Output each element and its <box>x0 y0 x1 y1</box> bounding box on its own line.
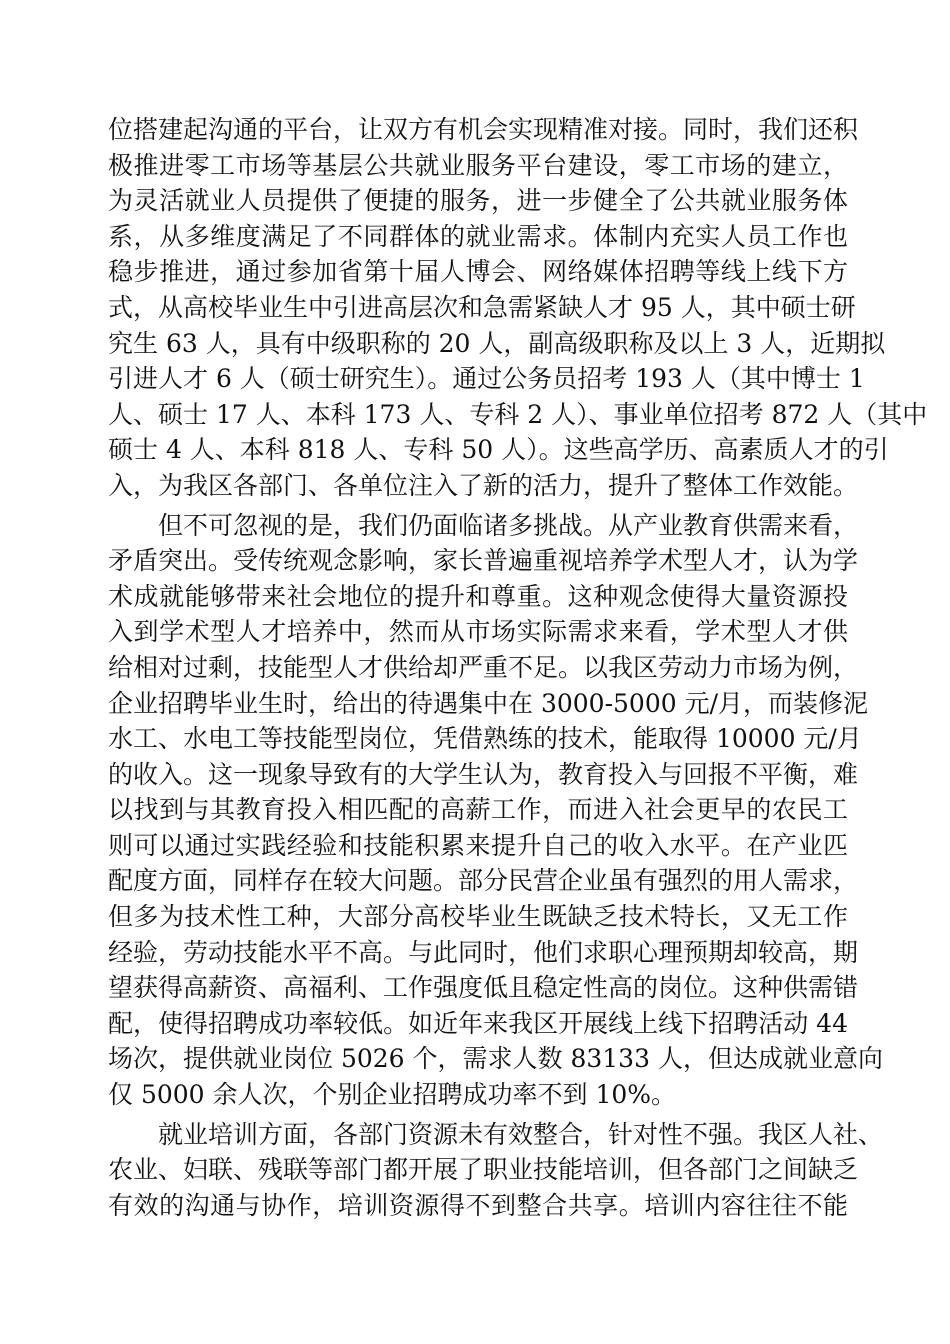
text-line: 农业、妇联、残联等部门都开展了职业技能培训，但各部门之间缺乏 <box>108 1155 859 1185</box>
paragraph-1 <box>108 112 928 504</box>
text-line: 的收入。这一现象导致有的大学生认为，教育投入与回报不平衡，难 <box>108 759 859 789</box>
text-line: 入，为我区各部门、各单位注入了新的活力，提升了整体工作效能。 <box>108 470 859 500</box>
text-line: 经验，劳动技能水平不高。与此同时，他们求职心理预期却较高，期 <box>108 937 859 967</box>
text-line: 入到学术型人才培养中，然而从市场实际需求来看，学术型人才供 <box>108 617 848 647</box>
text-line: 为灵活就业人员提供了便捷的服务，进一步健全了公共就业服务体 <box>108 186 848 216</box>
text-line: 企业招聘毕业生时，给出的待遇集中在 3000-5000 元/月，而装修泥 <box>108 688 869 718</box>
text-line: 以找到与其教育投入相匹配的高薪工作，而进入社会更早的农民工 <box>108 795 848 825</box>
text-line: 但不可忽视的是，我们仍面临诸多挑战。从产业教育供需来看， <box>158 510 859 540</box>
text-line: 给相对过剩，技能型人才供给却严重不足。以我区劳动力市场为例， <box>108 652 859 682</box>
text-line: 人、硕士 17 人、本科 173 人、专科 2 人）、事业单位招考 872 人（其中 <box>108 399 928 429</box>
text-line: 仅 5000 余人次，个别企业招聘成功率不到 10%。 <box>108 1080 677 1110</box>
text-line: 有效的沟通与协作，培训资源得不到整合共享。培训内容往往不能 <box>108 1190 848 1220</box>
text-line: 配度方面，同样存在较大问题。部分民营企业虽有强烈的用人需求， <box>108 866 859 896</box>
text-line: 位搭建起沟通的平台，让双方有机会实现精准对接。同时，我们还积 <box>108 115 859 144</box>
text-line: 矛盾突出。受传统观念影响，家长普遍重视培养学术型人才，认为学 <box>108 546 859 576</box>
text-line: 则可以通过实践经验和技能积累来提升自己的收入水平。在产业匹 <box>108 830 848 860</box>
text-line: 配，使得招聘成功率较低。如近年来我区开展线上线下招聘活动 44 <box>108 1008 848 1038</box>
document-page <box>108 112 928 1223</box>
text-line: 稳步推进，通过参加省第十届人博会、网络媒体招聘等线上线下方 <box>108 257 848 287</box>
text-line: 场次，提供就业岗位 5026 个，需求人数 83133 人，但达成就业意向 <box>108 1044 883 1074</box>
text-line: 就业培训方面，各部门资源未有效整合，针对性不强。我区人社、 <box>158 1119 884 1149</box>
text-line: 水工、水电工等技能型岗位，凭借熟练的技术，能取得 10000 元/月 <box>108 724 862 754</box>
text-line: 极推进零工市场等基层公共就业服务平台建设，零工市场的建立， <box>108 150 848 180</box>
text-line: 望获得高薪资、高福利、工作强度低且稳定性高的岗位。这种供需错 <box>108 973 859 1003</box>
paragraph-2 <box>108 508 883 1113</box>
text-line: 系，从多维度满足了不同群体的就业需求。体制内充实人员工作也 <box>108 221 848 251</box>
text-line: 硕士 4 人、本科 818 人、专科 50 人）。这些高学历、高素质人才的引 <box>108 435 889 465</box>
text-line: 式，从高校毕业生中引进高层次和急需紧缺人才 95 人，其中硕士研 <box>108 292 856 322</box>
text-line: 引进人才 6 人（硕士研究生）。通过公务员招考 193 人（其中博士 1 <box>108 364 865 394</box>
text-line: 究生 63 人，具有中级职称的 20 人，副高级职称及以上 3 人，近期拟 <box>108 328 886 358</box>
paragraph-3 <box>108 1117 884 1224</box>
text-line: 但多为技术性工种，大部分高校毕业生既缺乏技术特长，又无工作 <box>108 902 848 932</box>
text-line: 术成就能够带来社会地位的提升和尊重。这种观念使得大量资源投 <box>108 581 848 611</box>
